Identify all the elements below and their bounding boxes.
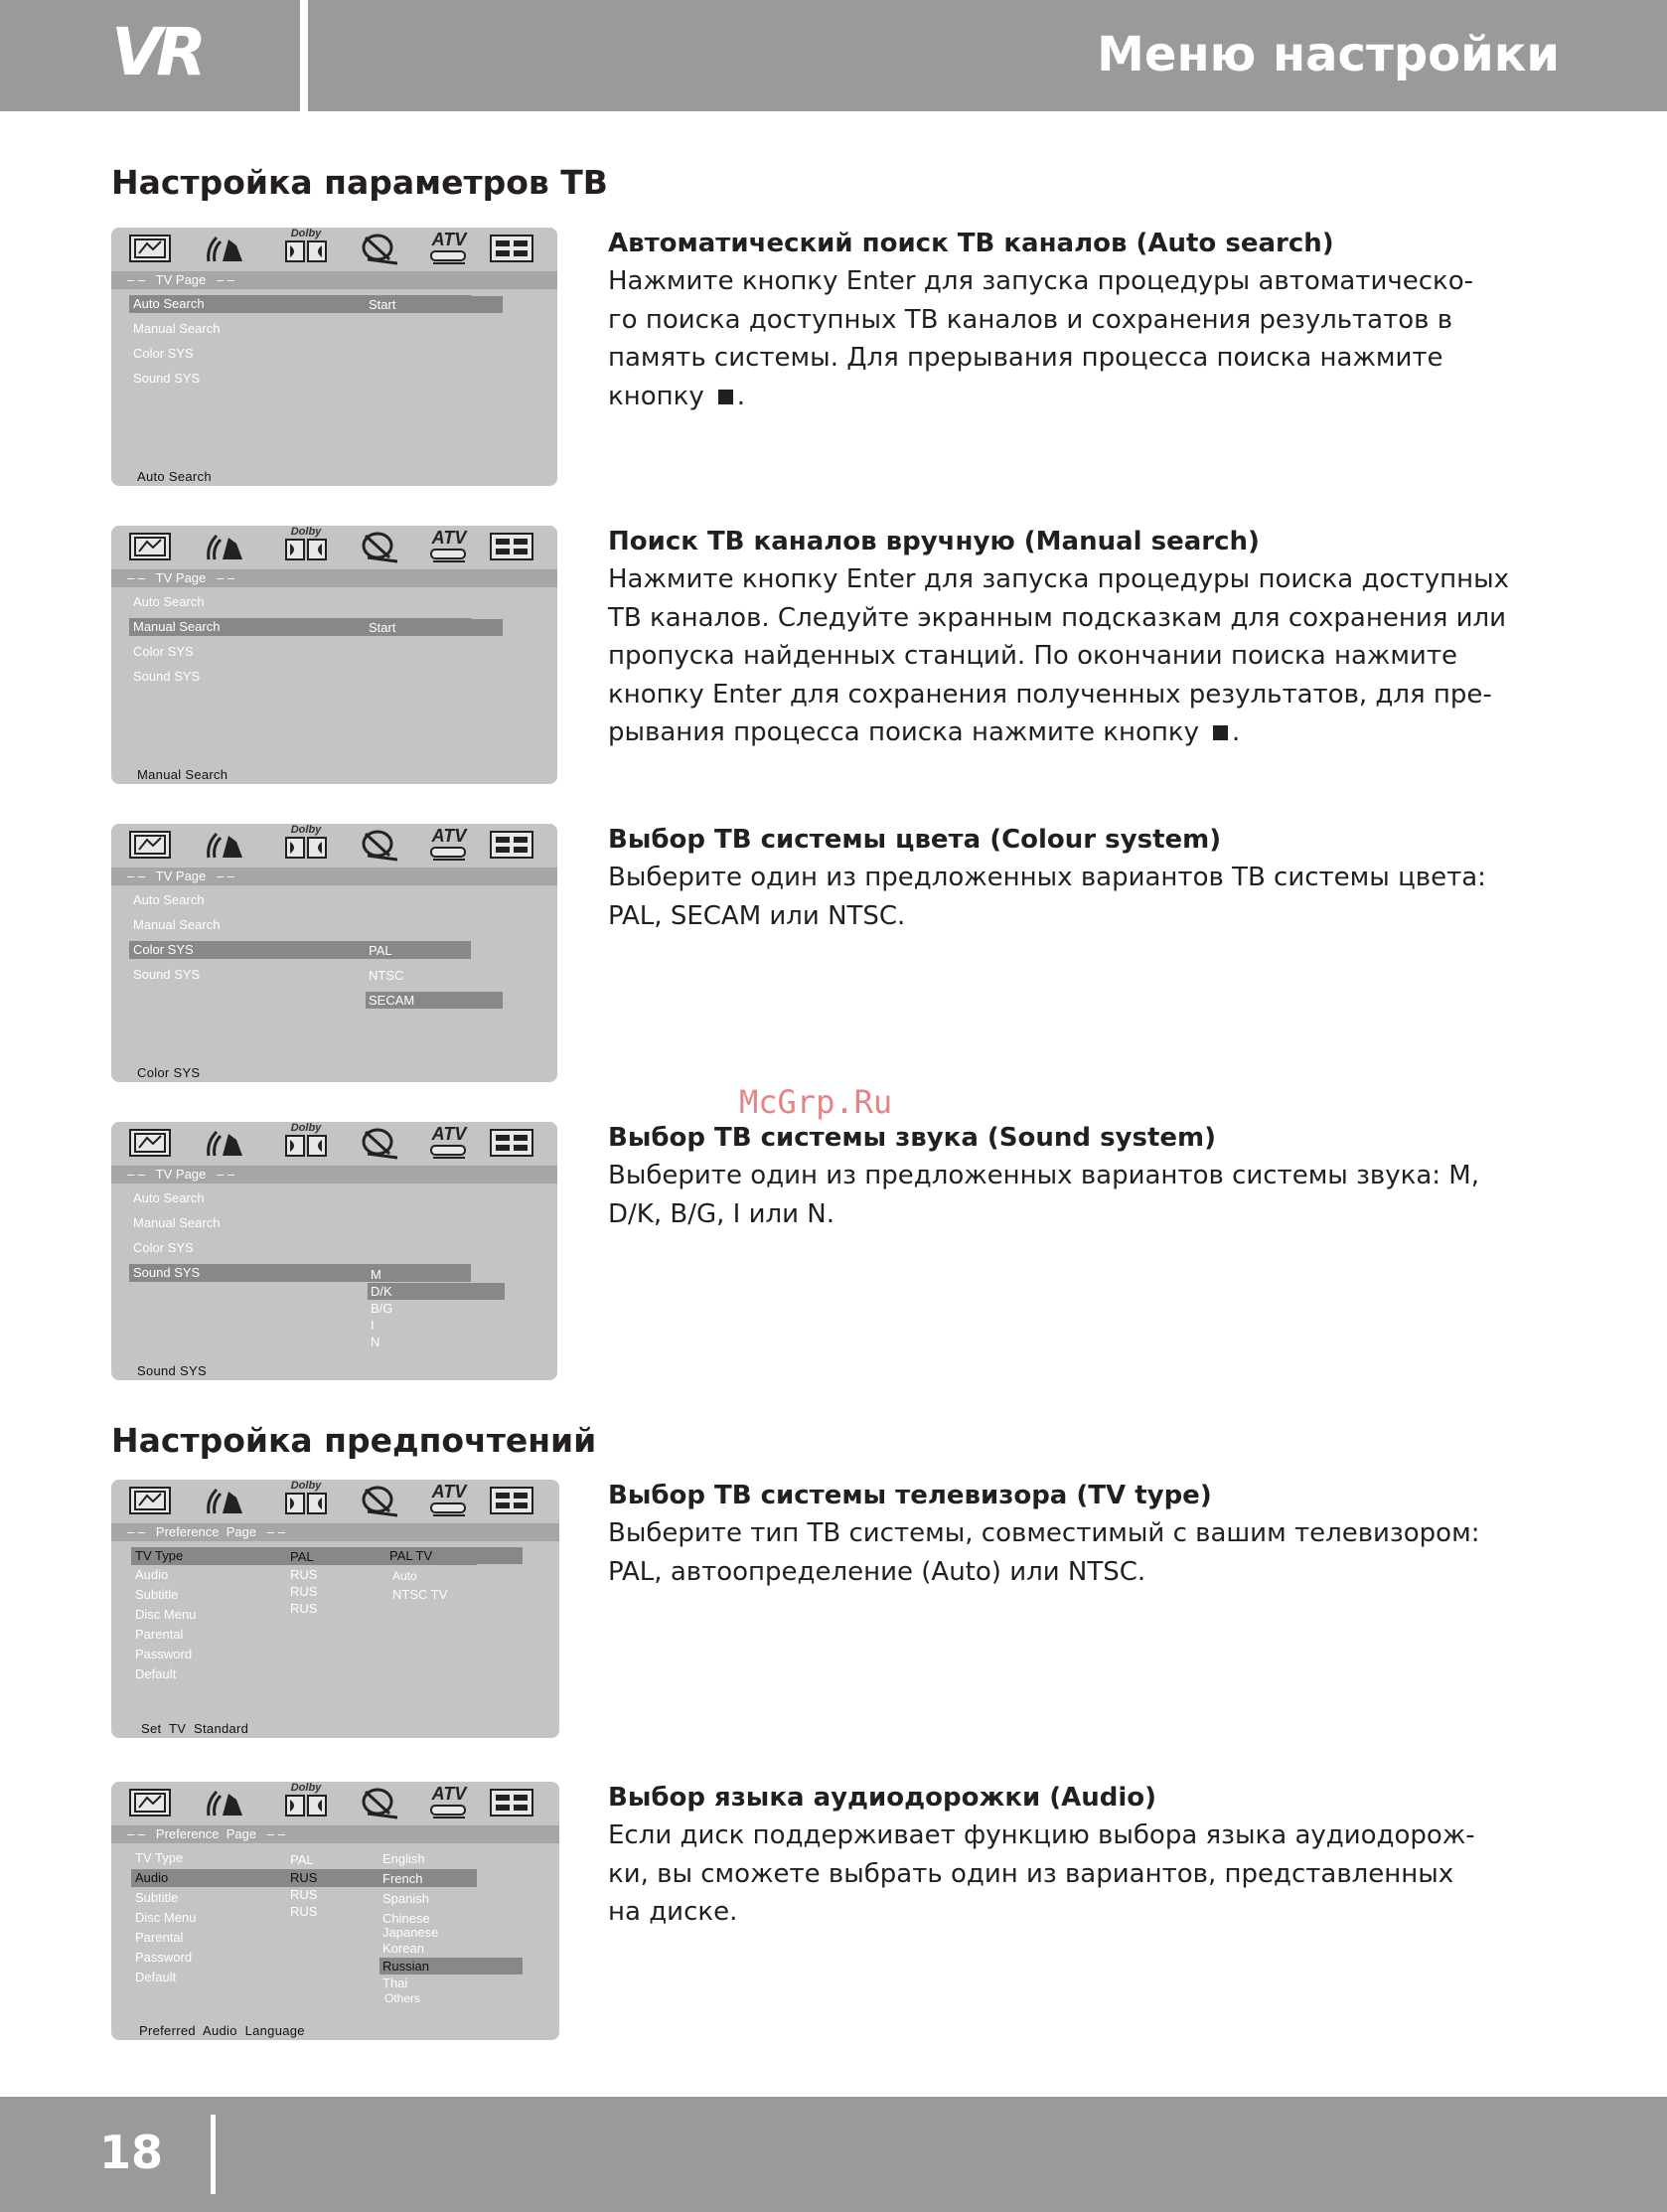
menu-item-default[interactable]: Default <box>135 1970 177 1984</box>
atv-base-icon <box>421 846 477 862</box>
atv-base-icon <box>421 1501 477 1517</box>
menu-item-color-sys[interactable]: Color SYS <box>133 1240 194 1255</box>
status-line: Preferred Audio Language <box>139 2023 305 2038</box>
option-russian[interactable]: Russian <box>379 1958 523 1975</box>
atv-base-icon <box>421 1144 477 1160</box>
value-disc-menu: RUS <box>290 1601 318 1616</box>
page-bar-label: – – TV Page – – <box>127 869 235 883</box>
speaker-setup-icon[interactable] <box>203 232 248 265</box>
value-subtitle: RUS <box>290 1887 318 1902</box>
dolby-double-d-icon <box>280 239 332 263</box>
speaker-setup-icon[interactable] <box>203 828 248 862</box>
value-audio: RUS <box>290 1870 318 1885</box>
page-bar-label: – – TV Page – – <box>127 1167 235 1182</box>
dolby-setup-icon[interactable] <box>280 228 332 265</box>
atv-base-icon <box>421 548 477 563</box>
option-spanish[interactable]: Spanish <box>382 1891 429 1906</box>
desc-manual-search <box>608 523 1522 752</box>
desc-line: кнопку Enter для сохранения полученных результатов, для пре- <box>608 679 1492 710</box>
menu-item-password[interactable]: Password <box>135 1950 193 1965</box>
desc-title: Выбор ТВ системы телевизора (TV type) <box>608 1481 1212 1510</box>
watermark: McGrp.Ru <box>739 1083 893 1121</box>
desc-line-end: . <box>736 381 745 411</box>
option-m[interactable]: M <box>371 1267 381 1282</box>
speaker-setup-icon[interactable] <box>203 1786 248 1819</box>
option-french[interactable]: French <box>382 1871 423 1886</box>
desc-title: Поиск ТВ каналов вручную (Manual search) <box>608 527 1260 556</box>
desc-line: PAL, SECAM или NTSC. <box>608 900 906 931</box>
option-auto[interactable]: Auto <box>392 1569 417 1583</box>
osd-panel-auto-search <box>111 228 557 486</box>
status-line: Sound SYS <box>137 1363 207 1378</box>
page-bar-label: – – TV Page – – <box>127 570 235 585</box>
menu-item-manual-search[interactable]: Manual Search <box>129 618 471 636</box>
value-tv-type: PAL <box>290 1852 314 1867</box>
desc-auto-search <box>608 225 1522 415</box>
page-title: Меню настройки <box>1097 27 1560 82</box>
status-line: Set TV Standard <box>141 1721 249 1736</box>
desc-line: на диске. <box>608 1897 738 1927</box>
desc-line: ТВ каналов. Следуйте экранным подсказкам для сохранения или <box>608 602 1507 633</box>
desc-line: Если диск поддерживает функцию выбора языка аудиодорож- <box>608 1820 1475 1850</box>
atv-setup-icon[interactable] <box>421 1482 477 1519</box>
general-setup-icon[interactable] <box>127 828 175 862</box>
desc-color-system <box>608 821 1522 935</box>
dolby-setup-icon[interactable] <box>280 526 332 563</box>
page-number: 18 <box>99 2126 164 2179</box>
dolby-setup-icon[interactable] <box>280 1782 332 1819</box>
general-setup-icon[interactable] <box>127 1126 175 1160</box>
status-line: Auto Search <box>137 469 212 484</box>
option-korean[interactable]: Korean <box>382 1941 424 1956</box>
option-pal-tv[interactable]: PAL TV <box>379 1547 523 1564</box>
atv-setup-icon[interactable] <box>421 528 477 565</box>
desc-title: Выбор языка аудиодорожки (Audio) <box>608 1783 1157 1813</box>
menu-item-disc-menu[interactable]: Disc Menu <box>135 1607 197 1622</box>
page-bar-label: – – TV Page – – <box>127 272 235 287</box>
menu-item-color-sys[interactable]: Color SYS <box>133 644 194 659</box>
stop-icon <box>718 390 733 404</box>
option-others[interactable]: Others <box>384 1991 421 2005</box>
desc-title: Выбор ТВ системы звука (Sound system) <box>608 1123 1217 1153</box>
speaker-setup-icon[interactable] <box>203 1484 248 1517</box>
menu-icon-bar <box>111 1122 557 1164</box>
osd-panel-sound-sys <box>111 1122 557 1380</box>
page-bar <box>111 271 557 289</box>
atv-label: ATV <box>431 528 467 548</box>
menu-item-auto-search[interactable]: Auto Search <box>129 295 471 313</box>
option-thai[interactable]: Thai <box>382 1975 408 1990</box>
value-audio: RUS <box>290 1567 318 1582</box>
page-bar-label: – – Preference Page – – <box>127 1826 285 1841</box>
atv-label: ATV <box>431 826 467 846</box>
atv-setup-icon[interactable] <box>421 826 477 864</box>
menu-item-subtitle[interactable]: Subtitle <box>135 1587 179 1602</box>
dolby-setup-icon[interactable] <box>280 1480 332 1517</box>
option-i[interactable]: I <box>371 1318 375 1333</box>
menu-item-color-sys[interactable]: Color SYS <box>129 941 471 959</box>
value-subtitle: RUS <box>290 1584 318 1599</box>
desc-audio <box>608 1779 1522 1932</box>
desc-line-end: . <box>1231 717 1241 747</box>
general-setup-icon[interactable] <box>127 530 175 563</box>
menu-item-manual-search[interactable]: Manual Search <box>133 321 221 336</box>
dolby-setup-icon[interactable] <box>280 1122 332 1160</box>
desc-line <box>608 378 1522 416</box>
option-ntsc[interactable]: NTSC <box>369 968 404 983</box>
option-dk[interactable]: D/K <box>368 1283 505 1300</box>
speaker-setup-icon[interactable] <box>203 530 248 563</box>
desc-line: память системы. Для прерывания процесса поиска нажмите <box>608 343 1443 373</box>
section-title-tv: Настройка параметров ТВ <box>111 163 608 202</box>
dolby-label: Dolby <box>290 1122 322 1134</box>
section-title-preferences: Настройка предпочтений <box>111 1421 597 1460</box>
preference-setup-icon[interactable] <box>487 1484 536 1517</box>
menu-item-parental[interactable]: Parental <box>135 1930 184 1945</box>
dolby-label: Dolby <box>290 228 322 239</box>
video-setup-icon[interactable] <box>358 1786 403 1821</box>
preference-setup-icon[interactable] <box>487 828 536 862</box>
value-tv-type: PAL <box>290 1549 314 1564</box>
atv-setup-icon[interactable] <box>421 1124 477 1162</box>
option-secam[interactable]: SECAM <box>366 992 503 1009</box>
dolby-double-d-icon <box>280 1134 332 1158</box>
atv-base-icon <box>421 249 477 265</box>
option-japanese[interactable]: Japanese <box>382 1925 439 1940</box>
video-setup-icon[interactable] <box>358 232 403 267</box>
desc-title: Выбор ТВ системы цвета (Colour system) <box>608 825 1222 855</box>
preference-setup-icon[interactable] <box>487 530 536 563</box>
desc-line: Выберите один из предложенных вариантов системы звука: M, <box>608 1161 1479 1190</box>
desc-line-text: рывания процесса поиска нажмите кнопку <box>608 717 1199 747</box>
menu-item-tv-type[interactable]: TV Type <box>135 1850 184 1865</box>
option-start[interactable]: Start <box>366 296 503 313</box>
video-setup-icon[interactable] <box>358 1484 403 1519</box>
dolby-label: Dolby <box>290 1782 322 1794</box>
option-start[interactable]: Start <box>366 619 503 636</box>
desc-line: го поиска доступных ТВ каналов и сохранения результатов в <box>608 304 1453 335</box>
osd-panel-tv-type <box>111 1480 559 1738</box>
page-bar <box>111 1825 559 1843</box>
desc-line: Нажмите кнопку Enter для запуска процедуры автоматическо- <box>608 266 1473 296</box>
desc-line: ки, вы сможете выбрать один из вариантов, представленных <box>608 1858 1454 1889</box>
osd-panel-color-sys <box>111 824 557 1082</box>
atv-label: ATV <box>431 1482 467 1501</box>
footer-divider <box>211 2115 216 2194</box>
dolby-label: Dolby <box>290 824 322 836</box>
desc-line: Выберите тип ТВ системы, совместимый с вашим телевизором: <box>608 1518 1480 1548</box>
option-pal[interactable]: PAL <box>369 943 392 958</box>
logo-box <box>0 0 300 111</box>
menu-item-color-sys[interactable]: Color SYS <box>133 346 194 361</box>
page-bar <box>111 569 557 587</box>
menu-item-auto-search[interactable]: Auto Search <box>133 1190 205 1205</box>
dolby-label: Dolby <box>290 526 322 538</box>
osd-panel-audio <box>111 1782 559 2040</box>
menu-icon-bar <box>111 228 557 269</box>
menu-item-sound-sys[interactable]: Sound SYS <box>133 669 201 684</box>
desc-line: Выберите один из предложенных вариантов ТВ системы цвета: <box>608 863 1486 892</box>
desc-line-text: кнопку <box>608 381 704 411</box>
menu-item-tv-type[interactable]: TV Type <box>131 1547 477 1565</box>
menu-item-password[interactable]: Password <box>135 1647 193 1661</box>
stop-icon <box>1213 725 1228 740</box>
dolby-double-d-icon <box>280 538 332 561</box>
option-n[interactable]: N <box>371 1335 380 1349</box>
video-setup-icon[interactable] <box>358 828 403 864</box>
desc-line: PAL, автоопределение (Auto) или NTSC. <box>608 1556 1146 1587</box>
page-bar <box>111 1166 557 1184</box>
atv-setup-icon[interactable] <box>421 230 477 267</box>
desc-line: D/K, B/G, I или N. <box>608 1198 834 1229</box>
status-line: Manual Search <box>137 767 228 782</box>
menu-item-manual-search[interactable]: Manual Search <box>133 1215 221 1230</box>
menu-icon-bar <box>111 1782 559 1823</box>
menu-item-manual-search[interactable]: Manual Search <box>133 917 221 932</box>
dolby-double-d-icon <box>280 1794 332 1817</box>
menu-item-default[interactable]: Default <box>135 1666 177 1681</box>
osd-panel-manual-search <box>111 526 557 784</box>
general-setup-icon[interactable] <box>127 1484 175 1517</box>
general-setup-icon[interactable] <box>127 232 175 265</box>
page-footer <box>0 2097 1667 2212</box>
desc-line: пропуска найденных станций. По окончании поиска нажмите <box>608 641 1457 671</box>
atv-label: ATV <box>431 1784 467 1804</box>
speaker-setup-icon[interactable] <box>203 1126 248 1160</box>
general-setup-icon[interactable] <box>127 1786 175 1819</box>
option-english[interactable]: English <box>382 1851 425 1866</box>
dolby-double-d-icon <box>280 1492 332 1515</box>
option-bg[interactable]: B/G <box>371 1301 393 1316</box>
menu-item-sound-sys[interactable]: Sound SYS <box>129 1264 471 1282</box>
desc-line: Нажмите кнопку Enter для запуска процедуры поиска доступных <box>608 564 1510 594</box>
menu-item-audio[interactable]: Audio <box>135 1567 169 1582</box>
menu-item-auto-search[interactable]: Auto Search <box>133 594 205 609</box>
desc-tv-type <box>608 1477 1522 1591</box>
menu-item-parental[interactable]: Parental <box>135 1627 184 1642</box>
page-bar <box>111 1523 559 1541</box>
header-divider <box>300 0 308 111</box>
atv-setup-icon[interactable] <box>421 1784 477 1821</box>
preference-setup-icon[interactable] <box>487 232 536 265</box>
value-disc-menu: RUS <box>290 1904 318 1919</box>
option-ntsc-tv[interactable]: NTSC TV <box>392 1587 448 1602</box>
menu-icon-bar <box>111 824 557 866</box>
menu-item-disc-menu[interactable]: Disc Menu <box>135 1910 197 1925</box>
menu-icon-bar <box>111 1480 559 1521</box>
atv-base-icon <box>421 1804 477 1819</box>
menu-item-sound-sys[interactable]: Sound SYS <box>133 371 201 386</box>
dolby-label: Dolby <box>290 1480 322 1492</box>
desc-title: Автоматический поиск ТВ каналов (Auto search) <box>608 229 1334 258</box>
video-setup-icon[interactable] <box>358 530 403 565</box>
video-setup-icon[interactable] <box>358 1126 403 1162</box>
atv-label: ATV <box>431 230 467 249</box>
menu-item-auto-search[interactable]: Auto Search <box>133 892 205 907</box>
menu-item-subtitle[interactable]: Subtitle <box>135 1890 179 1905</box>
preference-setup-icon[interactable] <box>487 1786 536 1819</box>
menu-item-sound-sys[interactable]: Sound SYS <box>133 967 201 982</box>
menu-item-audio[interactable]: Audio <box>131 1869 477 1887</box>
menu-icon-bar <box>111 526 557 567</box>
preference-setup-icon[interactable] <box>487 1126 536 1160</box>
desc-sound-system <box>608 1119 1522 1233</box>
brand-logo: VR <box>111 14 201 90</box>
option-chinese[interactable]: Chinese <box>382 1911 430 1926</box>
page-bar <box>111 868 557 885</box>
page-bar-label: – – Preference Page – – <box>127 1524 285 1539</box>
atv-label: ATV <box>431 1124 467 1144</box>
dolby-setup-icon[interactable] <box>280 824 332 862</box>
dolby-double-d-icon <box>280 836 332 860</box>
desc-line <box>608 713 1522 752</box>
status-line: Color SYS <box>137 1065 201 1080</box>
